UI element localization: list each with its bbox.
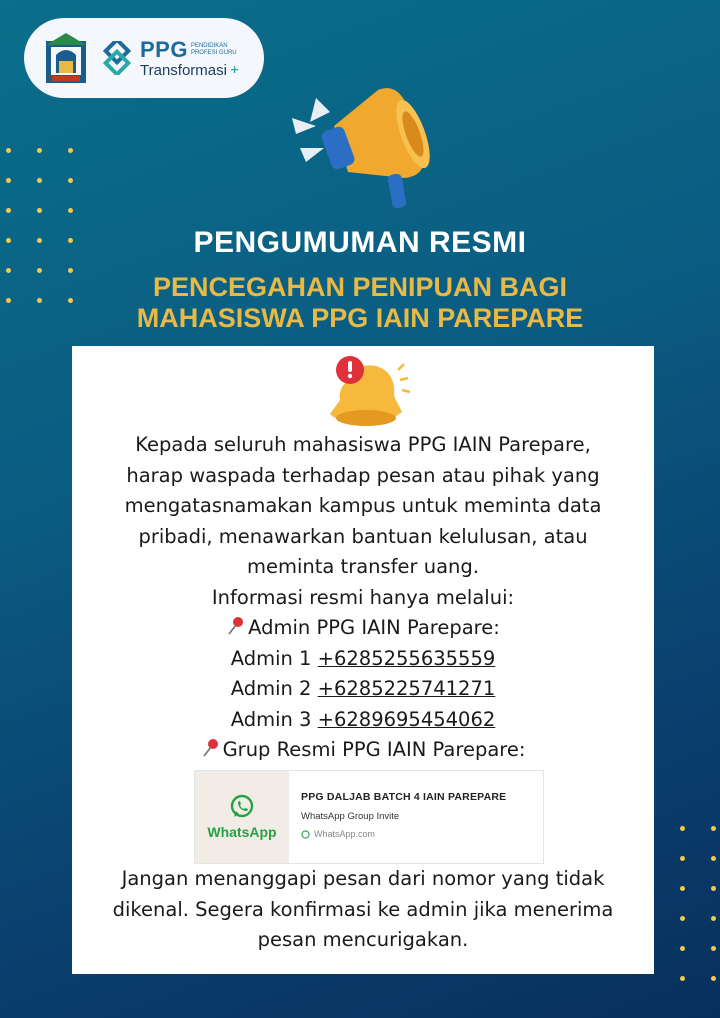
whatsapp-icon [229, 794, 255, 820]
logo-pill [24, 18, 264, 98]
ppg-brand-sub-1: PENDIDIKAN [190, 42, 228, 49]
admin-phone-link-3[interactable]: +6289695454062 [317, 707, 496, 731]
ppg-diamond-icon [100, 41, 134, 75]
admin-phone-link-2[interactable]: +6285225741271 [317, 677, 496, 700]
footer-line-1: Jangan menanggapi pesan dari nomor yang tidak [121, 867, 605, 890]
whatsapp-logo [195, 771, 289, 863]
admin-row-3 [72, 705, 654, 736]
announcement-card [72, 346, 654, 974]
ppg-brand-sub-2: PROFESI GURU [190, 49, 237, 56]
ppg-plus: + [229, 62, 240, 76]
admin-heading-text: Admin PPG IAIN Parepare: [248, 616, 500, 639]
whatsapp-invite-label: WhatsApp Group Invite [301, 811, 400, 822]
whatsapp-small-icon [301, 830, 310, 839]
intro-line-2: harap waspada terhadap pesan atau pihak yang [126, 463, 600, 487]
intro-line-3: mengatasnamakan kampus untuk meminta data [124, 494, 602, 517]
whatsapp-brand: WhatsApp [207, 824, 277, 840]
whatsapp-group-name: PPG DALJAB BATCH 4 IAIN PAREPARE [301, 791, 507, 803]
group-heading-text: Grup Resmi PPG IAIN Parepare: [222, 738, 526, 761]
admin-phone-link-1[interactable]: +6285255635559 [317, 646, 496, 670]
pushpin-icon [226, 616, 246, 636]
subtitle-line-1: PENCEGAHAN PENIPUAN BAGI [152, 272, 568, 302]
ppg-tagline: Transformasi [140, 61, 227, 79]
alert-bell-icon [324, 352, 412, 432]
notice-footer [72, 864, 654, 956]
admin-label-1: Admin 1 [230, 646, 318, 670]
admin-heading [72, 613, 654, 644]
admin-label-3: Admin 3 [230, 707, 318, 731]
whatsapp-domain: WhatsApp.com [314, 829, 376, 839]
dots-right [680, 826, 716, 981]
group-heading [72, 735, 654, 766]
whatsapp-domain-row [301, 829, 506, 839]
notice-body [72, 430, 654, 766]
pushpin-icon [201, 738, 221, 758]
admin-row-2 [72, 674, 654, 705]
page-subtitle [0, 272, 720, 334]
page-title: PENGUMUMAN RESMI [193, 226, 527, 259]
intro-line-1: Kepada seluruh mahasiswa PPG IAIN Parepare, [135, 433, 591, 456]
official-info-line: Informasi resmi hanya melalui: [211, 585, 515, 609]
whatsapp-group-link-card[interactable] [194, 770, 544, 864]
iain-logo-icon [44, 31, 88, 85]
intro-line-5: meminta transfer uang. [246, 555, 479, 578]
ppg-logo [100, 36, 240, 79]
admin-row-1 [72, 644, 654, 675]
subtitle-line-2: MAHASISWA PPG IAIN PAREPARE [136, 303, 584, 333]
footer-line-2: dikenal. Segera konfirmasi ke admin jika menerima [112, 897, 614, 921]
megaphone-icon [286, 78, 436, 218]
admin-label-2: Admin 2 [230, 677, 318, 700]
ppg-brand: PPG [140, 36, 188, 62]
footer-line-3: pesan mencurigakan. [257, 928, 469, 951]
intro-line-4: pribadi, menawarkan bantuan kelulusan, atau [138, 524, 588, 548]
